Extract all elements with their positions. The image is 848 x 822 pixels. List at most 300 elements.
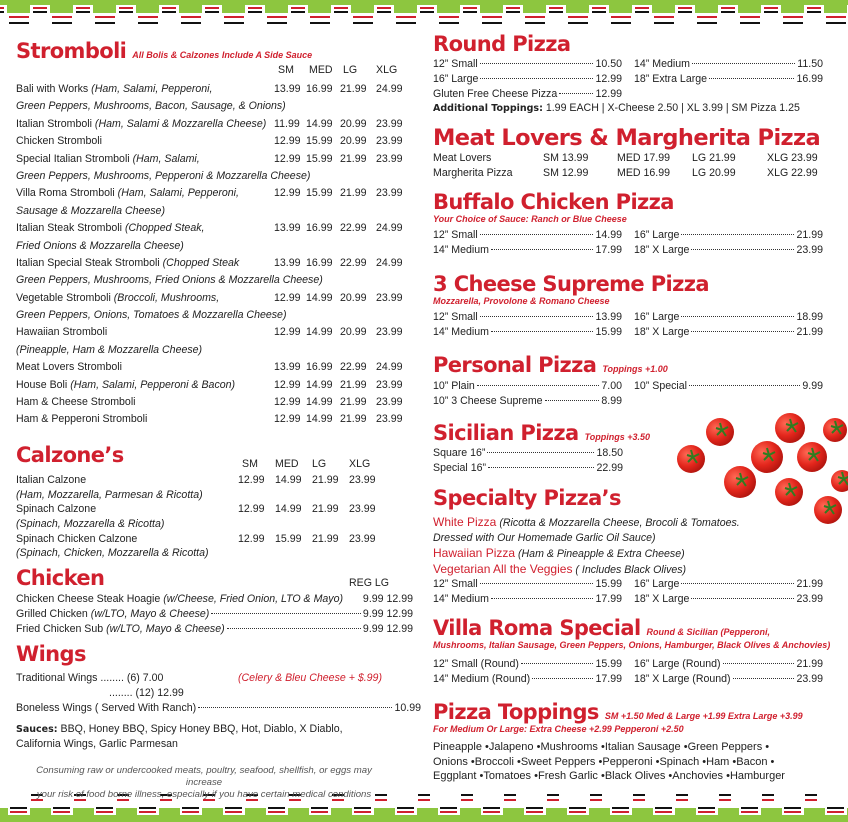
specialty-item (433, 546, 740, 562)
item-price: 10.50 (595, 58, 622, 70)
size-header: LG (343, 64, 358, 76)
item-description: (Broccoli, Mushrooms, (113, 291, 220, 304)
three-cheese-subtitle: Mozzarella, Provolone & Romano Cheese (433, 296, 610, 306)
sicilian-heading (433, 421, 650, 449)
item-name: 16” Large (634, 578, 680, 590)
item-price: 14.99 (275, 474, 302, 486)
item-price: 14.99 (595, 229, 622, 241)
item-price: MED 17.99 (617, 152, 670, 164)
item-price: 9.99 12.99 (362, 593, 413, 605)
item-price: 12.99 (274, 396, 301, 409)
leader-dots (487, 452, 594, 453)
sauces-line: California Wings, Garlic Parmesan (16, 738, 178, 750)
item-description: (Spinach, Mozzarella & Ricotta) (16, 518, 165, 531)
item-price: 23.99 (796, 593, 823, 605)
topping-item: Black Olives • (605, 770, 672, 782)
villa-roma-title: Villa Roma Special (433, 616, 641, 640)
tomatoes-image (672, 405, 848, 530)
item-name: 14” Medium (Round) (433, 673, 531, 685)
topping-item: Broccoli • (475, 756, 521, 768)
item-price: SM 12.99 (543, 167, 589, 179)
item-name: 16” Large (Round) (634, 658, 721, 670)
item-description-line (16, 238, 416, 255)
item-price: 21.99 (312, 474, 339, 486)
item-price: 21.99 (340, 83, 367, 95)
item-name: Vegetarian All the Veggies (433, 562, 573, 576)
item-price: 14.99 (306, 291, 333, 304)
item-name: 12” Small (433, 311, 478, 323)
item-name: Bali with Works (16, 83, 89, 95)
item-description: (Ham, Salami & Mozzarella Cheese) (94, 117, 267, 130)
item-price: 12.99 (274, 378, 301, 391)
item-name: Gluten Free Cheese Pizza (433, 88, 558, 100)
item-name: 16” Large (634, 311, 680, 323)
specialty-item (433, 515, 740, 531)
item-name: Villa Roma Stromboli (16, 187, 115, 200)
topping-item: Anchovies • (672, 770, 730, 782)
topping-item: Mushrooms • (540, 741, 604, 753)
item-price: XLG 23.99 (767, 152, 818, 164)
size-header: SM (242, 458, 258, 470)
item-name: White Pizza (433, 515, 497, 529)
item-price: 14.99 (275, 503, 302, 516)
item-description: (Ham, Salami, (132, 152, 200, 165)
item-price: 11.99 (274, 117, 300, 130)
price-row (634, 72, 823, 87)
menu-item (16, 151, 416, 168)
item-name: 16” Large (634, 229, 680, 241)
item-description: Green Peppers, Onions, Tomatoes & Mozzarella Cheese) (16, 309, 287, 322)
item-price: 12.99 (274, 187, 301, 200)
three-cheese-prices (433, 310, 823, 340)
personal-title: Personal Pizza (433, 353, 597, 377)
item-price: 21.99 (796, 658, 823, 670)
price-row (433, 672, 622, 687)
size-header: MED (275, 458, 299, 470)
celery-note: (Celery & Bleu Cheese + $.99) (238, 672, 382, 684)
item-price: 9.99 (802, 380, 823, 392)
calzone-size-headers (0, 458, 420, 472)
item-name: Special Italian Stromboli (16, 152, 130, 165)
item-name: 18” X Large (634, 244, 690, 256)
item-price: 15.99 (595, 326, 622, 338)
item-description: (w/LTO, Mayo & Cheese) (90, 607, 210, 620)
buffalo-title: Buffalo Chicken Pizza (433, 190, 674, 214)
topping-item: Eggplant • (433, 770, 483, 782)
item-description: (Pineapple, Ham & Mozzarella Cheese) (16, 343, 203, 356)
item-description: (w/Cheese, Fried Onion, LTO & Mayo) (163, 593, 344, 605)
item-name: 18” X Large (634, 593, 690, 605)
item-price: (6) 7.00 (126, 672, 164, 684)
item-description: Green Peppers, Mushrooms, Bacon, Sausage, & Onions) (16, 100, 286, 113)
item-price: MED 16.99 (617, 167, 670, 179)
menu-item (16, 622, 413, 637)
menu-item (16, 220, 416, 237)
leader-dots (480, 316, 594, 317)
traditional-wings-12-row: ........ (12) 12.99 (109, 687, 184, 699)
topping-item: Jalapeno • (489, 741, 541, 753)
item-price: 21.99 (340, 152, 367, 165)
item-price: 24.99 (376, 256, 403, 269)
specialty-list (433, 515, 740, 578)
villa-roma-note: Round & Sicilian (Pepperoni, (646, 627, 771, 637)
item-name: Spinach Chicken Calzone (16, 532, 138, 545)
item-price: 20.99 (340, 135, 367, 148)
item-price: 16.99 (796, 73, 823, 85)
item-price: 14.99 (306, 326, 333, 339)
item-price: LG 20.99 (692, 167, 736, 179)
topping-item: Spinach • (659, 756, 706, 768)
item-price: 21.99 (340, 378, 367, 391)
menu-item (16, 532, 416, 547)
toppings-extra-note: For Medium Or Large: Extra Cheese +2.99 Pepperoni +2.50 (433, 724, 684, 734)
item-description: Green Peppers, Mushrooms, Fried Onions & Mozzarella Cheese) (16, 274, 323, 287)
menu-item (16, 592, 413, 607)
stromboli-size-headers (0, 64, 420, 81)
item-description: (Ham, Mozzarella, Parmesan & Ricotta) (16, 488, 203, 501)
item-price: 23.99 (376, 187, 403, 200)
topping-item: Hamburger (729, 770, 785, 783)
sauces-line: BBQ, Honey BBQ, Spicy Honey BBQ, Hot, Diablo, X Diablo, (60, 723, 343, 735)
item-price: 20.99 (340, 326, 367, 339)
item-price: 20.99 (340, 117, 367, 130)
item-price: 13.99 (595, 311, 622, 323)
item-price: 12.99 (274, 152, 301, 165)
menu-item (16, 185, 416, 202)
traditional-wings-row: Traditional Wings ........ (6) 7.00 (Celery & Bleu Cheese + $.99) (16, 672, 382, 684)
price-row (433, 151, 833, 166)
price-row (634, 310, 823, 325)
toppings-line (433, 769, 785, 784)
item-price: 21.99 (796, 229, 823, 241)
buffalo-subtitle: Your Choice of Sauce: Ranch or Blue Cheese (433, 214, 627, 224)
personal-heading (433, 353, 668, 381)
leader-dots (545, 400, 600, 401)
leader-dots (488, 467, 594, 468)
leader-dots (691, 598, 794, 599)
sauces (16, 722, 421, 751)
item-name: Spinach Calzone (16, 503, 97, 516)
item-price: 12.99 (274, 413, 301, 426)
item-price: 23.99 (796, 673, 823, 685)
toppings-note: SM +1.50 Med & Large +1.99 Extra Large +3.99 (604, 711, 803, 721)
item-price: 23.99 (376, 135, 403, 148)
size-header: MED (309, 64, 333, 76)
sicilian-prices (433, 446, 623, 476)
menu-item (16, 290, 416, 307)
price-row (634, 379, 823, 394)
leader-dots (480, 78, 593, 79)
leader-dots (691, 249, 794, 250)
size-header: LG (312, 458, 327, 470)
price-row (433, 72, 622, 87)
item-name: Chicken Stromboli (16, 135, 102, 148)
item-name: Square 16” (433, 447, 486, 459)
item-price: 14.99 (306, 413, 333, 426)
price-row (433, 592, 622, 607)
item-price: 12.99 (274, 135, 301, 148)
price-row (433, 228, 622, 243)
item-description: (Ham, Salami, Pepperoni, (91, 83, 213, 95)
price-row (433, 657, 622, 672)
item-price: 22.99 (596, 462, 623, 474)
item-price: 15.99 (306, 152, 333, 165)
item-price: 23.99 (376, 396, 403, 409)
item-description-line (16, 203, 416, 220)
item-description-line (16, 98, 416, 115)
disclaimer-line: your risk of food borne illness, especially if you have certain medical conditions (36, 789, 372, 800)
leader-dots (532, 678, 593, 679)
item-price: 15.99 (595, 578, 622, 590)
price-row (433, 446, 623, 461)
menu-item (16, 359, 416, 376)
leader-dots (691, 331, 794, 332)
topping-item: Italian Sausage • (605, 741, 688, 753)
item-description-line (16, 488, 416, 503)
item-price: 18.50 (596, 447, 623, 459)
item-description: Dressed with Our Homemade Garlic Oil Sauce) (433, 532, 656, 544)
topping-item: Sweet Peppers • (521, 756, 603, 768)
item-price: 14.99 (306, 396, 333, 409)
leader-dots (681, 583, 794, 584)
item-name: 12” Small (433, 58, 478, 70)
leader-dots (521, 663, 594, 664)
item-price: (12) 12.99 (135, 687, 184, 699)
menu-item (16, 81, 416, 98)
item-description: (Chopped Steak (162, 256, 240, 269)
leader-dots (733, 678, 795, 679)
item-name: Hawaiian Stromboli (16, 326, 108, 339)
item-price: SM 13.99 (543, 152, 589, 164)
price-row (634, 325, 823, 340)
wings-list (16, 671, 421, 751)
price-row (433, 166, 833, 181)
item-price: LG 21.99 (692, 152, 736, 164)
meat-margherita-title: Meat Lovers & Margherita Pizza (433, 125, 821, 151)
item-price: 12.99 (595, 73, 622, 85)
item-description-line (16, 546, 416, 561)
leader-dots (211, 613, 361, 614)
item-price: 13.99 (274, 83, 301, 95)
price-row (634, 243, 823, 258)
item-price: XLG 22.99 (767, 167, 818, 179)
item-price: 21.99 (796, 578, 823, 590)
item-price: 16.99 (306, 256, 333, 269)
item-description-line (16, 307, 416, 324)
price-row (634, 592, 823, 607)
item-price: 23.99 (376, 326, 403, 339)
leader-dots (681, 316, 794, 317)
leader-dots (227, 628, 361, 629)
leader-dots (681, 234, 794, 235)
price-row (634, 577, 823, 592)
menu-item (16, 377, 416, 394)
round-pizza-prices (433, 57, 823, 102)
item-price: 23.99 (376, 413, 403, 426)
item-name: 12” Small (433, 229, 478, 241)
specialty-item (433, 562, 740, 578)
item-price: 14.99 (306, 378, 333, 391)
item-price: 23.99 (376, 378, 403, 391)
item-price: 9.99 12.99 (362, 622, 413, 635)
item-name: Grilled Chicken (16, 607, 88, 620)
item-price: 16.99 (306, 83, 333, 95)
item-description: (Ham, Salami, Pepperoni, (117, 187, 239, 200)
three-cheese-title: 3 Cheese Supreme Pizza (433, 272, 709, 296)
item-name: Boneless Wings ( Served With Ranch) (16, 702, 197, 714)
chicken-list (16, 592, 416, 637)
item-price: 15.99 (275, 532, 302, 545)
item-description: Green Peppers, Mushrooms, Pepperoni & Mozzarella Cheese) (16, 169, 311, 182)
item-name: 14” Medium (433, 244, 489, 256)
item-price: 24.99 (376, 83, 403, 95)
item-price: 23.99 (376, 117, 403, 130)
boneless-wings-row (16, 701, 421, 716)
stromboli-list (16, 81, 416, 429)
menu-item (16, 133, 416, 150)
calzones-title: Calzone’s (16, 443, 124, 467)
item-price: 16.99 (306, 222, 333, 235)
item-name: Ham & Pepperoni Stromboli (16, 413, 148, 426)
leader-dots (480, 63, 594, 64)
item-name: 10” 3 Cheese Supreme (433, 395, 543, 407)
item-name: 12” Small (433, 578, 478, 590)
item-price: 20.99 (340, 291, 367, 304)
chicken-size-header: REG LG (349, 577, 390, 589)
additional-toppings-prices: 1.99 EACH | X-Cheese 2.50 | XL 3.99 | SM Pizza 1.25 (545, 102, 800, 114)
item-name: Meat Lovers Stromboli (16, 361, 122, 374)
item-price: 21.99 (312, 532, 339, 545)
personal-note: Toppings +1.00 (602, 364, 668, 374)
wings-title: Wings (16, 642, 86, 666)
item-name: 18” Extra Large (634, 73, 708, 85)
leader-dots (689, 385, 800, 386)
topping-item: Tomatoes • (483, 770, 538, 782)
item-price: 9.99 12.99 (362, 607, 413, 620)
menu-item (16, 394, 416, 411)
stromboli-title: Stromboli (16, 39, 127, 63)
leader-dots (559, 93, 593, 94)
item-price: 23.99 (376, 152, 403, 165)
topping-item: Pineapple • (433, 741, 489, 753)
item-name: 10” Special (634, 380, 687, 392)
item-price: 12.99 (274, 291, 301, 304)
item-price: 22.99 (340, 222, 367, 235)
stromboli-heading (16, 39, 312, 67)
item-name: Italian Stromboli (16, 117, 92, 130)
item-price: 8.99 (601, 395, 622, 407)
item-price: 12.99 (595, 88, 622, 100)
item-name: Hawaiian Pizza (433, 546, 516, 560)
price-row (634, 57, 823, 72)
item-description-line (16, 272, 416, 289)
item-price: 23.99 (796, 244, 823, 256)
price-row (433, 379, 622, 394)
item-name: House Boli (16, 378, 68, 391)
price-row (433, 461, 623, 476)
item-name: 14” Medium (634, 58, 690, 70)
item-price: 21.99 (340, 396, 367, 409)
item-name: Meat Lovers (433, 152, 492, 164)
item-price: 22.99 (340, 361, 367, 374)
item-price: 18.99 (796, 311, 823, 323)
item-price: 12.99 (238, 503, 265, 516)
topping-item: Fresh Garlic • (538, 770, 605, 782)
price-row (433, 577, 622, 592)
item-description: (Ham, Salami, Pepperoni & Bacon) (70, 378, 236, 391)
item-price: 10.99 (394, 702, 421, 714)
item-name: Fried Chicken Sub (16, 622, 104, 635)
leader-dots (480, 234, 594, 235)
sauces-label: Sauces: (16, 724, 58, 735)
item-price: 21.99 (340, 187, 367, 200)
specialty-prices (433, 577, 823, 607)
item-name: Italian Steak Stromboli (16, 222, 122, 235)
menu-item (16, 607, 413, 622)
item-description: (Spinach, Chicken, Mozzarella & Ricotta) (16, 547, 209, 560)
menu-item (16, 324, 416, 341)
menu-item (16, 411, 416, 428)
item-price: 24.99 (376, 361, 403, 374)
leader-dots (692, 63, 795, 64)
sicilian-title: Sicilian Pizza (433, 421, 579, 445)
item-price: 23.99 (349, 503, 376, 516)
item-description: (Chopped Steak, (124, 222, 205, 235)
item-name: 14” Medium (433, 326, 489, 338)
item-price: 17.99 (595, 673, 622, 685)
item-name: Italian Special Steak Stromboli (16, 256, 160, 269)
leader-dots (480, 583, 594, 584)
item-description-line (16, 342, 416, 359)
item-price: 21.99 (796, 326, 823, 338)
item-name: Traditional Wings (16, 672, 98, 684)
toppings-title: Pizza Toppings (433, 700, 599, 724)
item-price: 17.99 (595, 593, 622, 605)
stromboli-note: All Bolis & Calzones Include A Side Sauce (132, 50, 313, 60)
item-name: Vegetable Stromboli (16, 291, 111, 304)
item-price: 22.99 (340, 256, 367, 269)
item-name: Special 16” (433, 462, 486, 474)
item-name: 18” X Large (Round) (634, 673, 731, 685)
item-name: 18” X Large (634, 326, 690, 338)
leader-dots (709, 78, 794, 79)
item-price: 17.99 (595, 244, 622, 256)
item-price: 13.99 (274, 361, 301, 374)
size-header: XLG (349, 458, 371, 470)
topping-item: Ham • (706, 756, 736, 768)
item-description: (Ricotta & Mozzarella Cheese, Brocoli & Tomatoes. (499, 517, 740, 529)
item-price: 23.99 (349, 474, 376, 486)
price-row (634, 657, 823, 672)
price-row (433, 310, 622, 325)
size-header: SM (278, 64, 294, 76)
item-description: (w/LTO, Mayo & Cheese) (106, 622, 225, 635)
chicken-title: Chicken (16, 566, 105, 590)
item-description-line (16, 517, 416, 532)
price-row (433, 87, 622, 102)
meat-margherita-prices (433, 151, 833, 181)
item-name: Ham & Cheese Stromboli (16, 396, 136, 409)
topping-item: Pepperoni • (602, 756, 659, 768)
item-price: 21.99 (340, 413, 367, 426)
leader-dots (723, 663, 795, 664)
item-description-line (16, 168, 416, 185)
item-price: 12.99 (238, 532, 265, 545)
food-safety-disclaimer (24, 765, 384, 801)
topping-item: Bacon • (736, 756, 774, 768)
item-price: 24.99 (376, 222, 403, 235)
item-description: Fried Onions & Mozzarella Cheese) (16, 239, 184, 252)
